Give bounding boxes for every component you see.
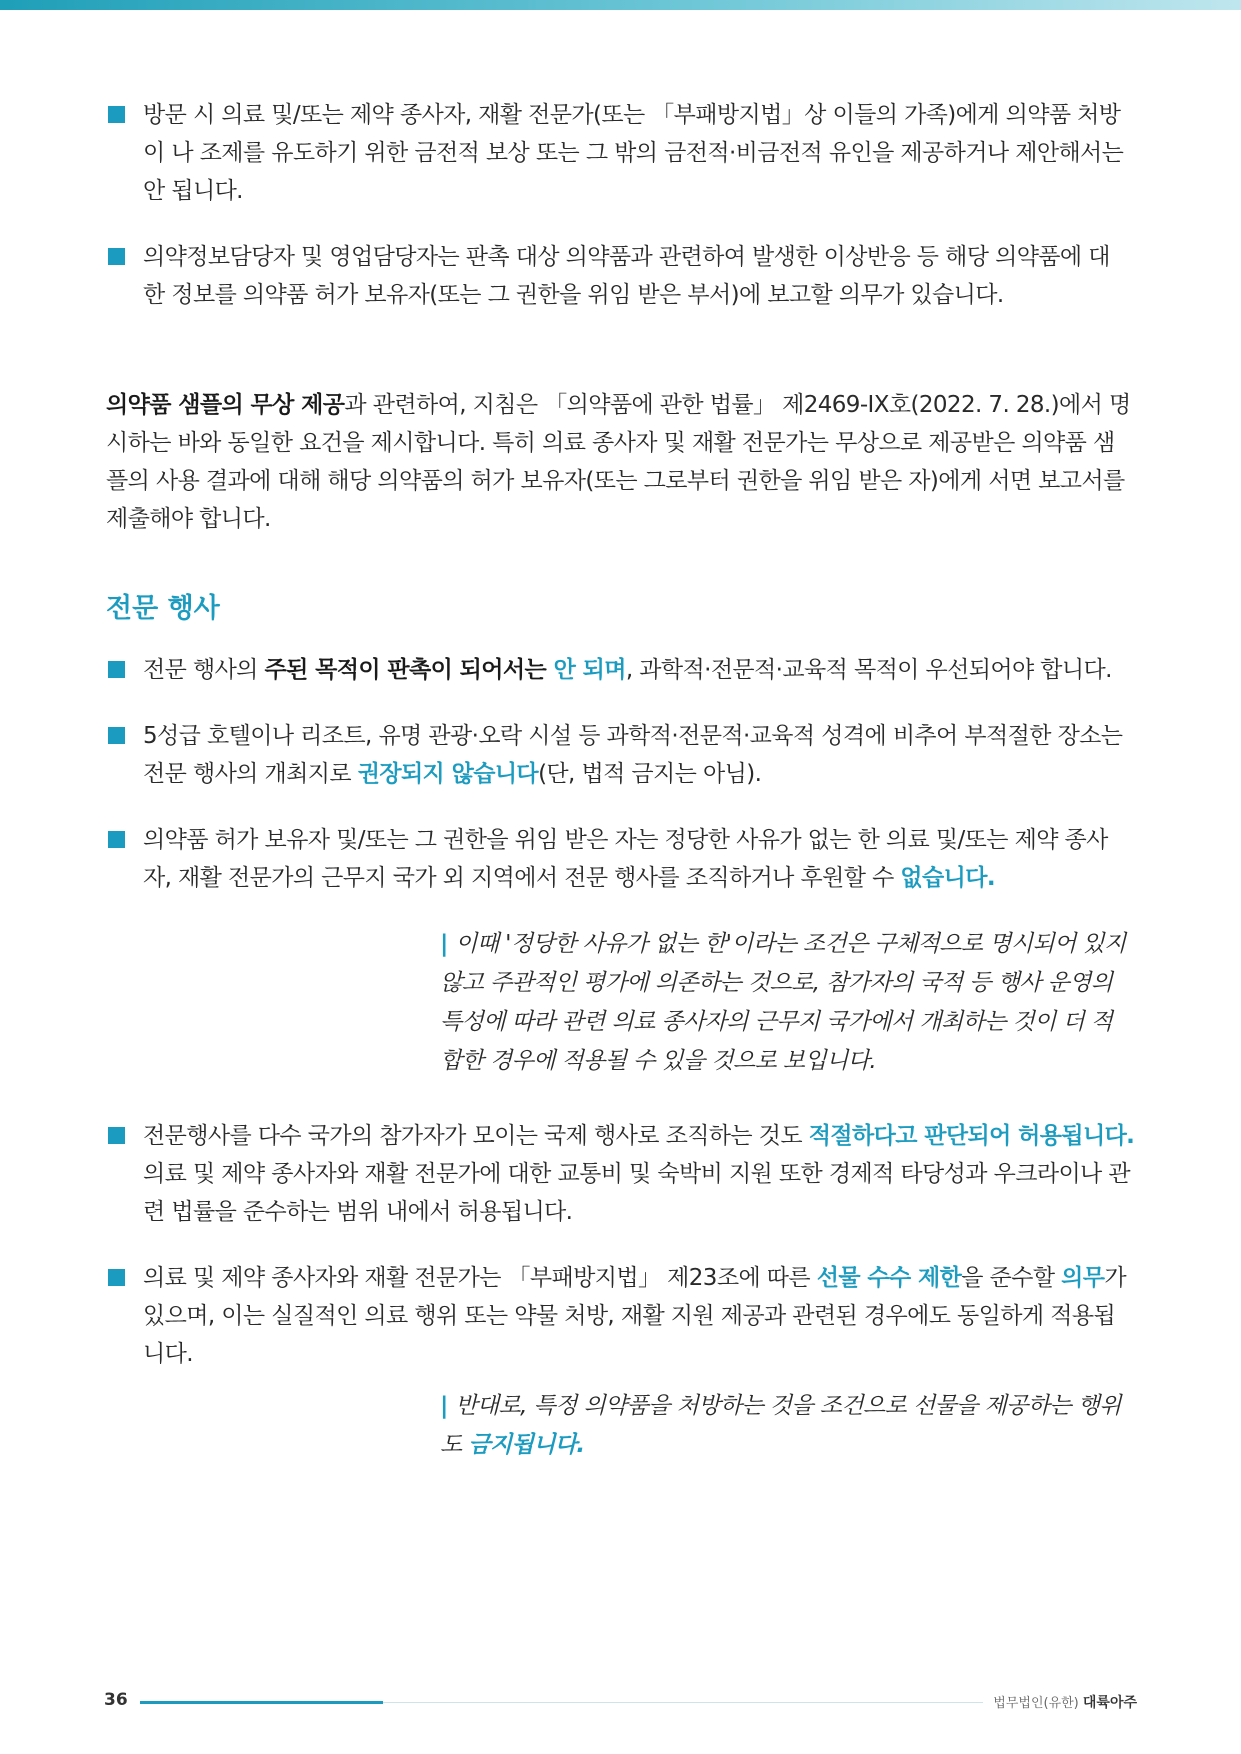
event-bullet-list-2 [106, 1117, 1136, 1373]
page-number: 36 [104, 1690, 128, 1710]
body-text: 의료 및 제약 종사자와 재활 전문가는 「부패방지법」 제23조에 따른 [143, 1265, 817, 1291]
highlight-text: 권장되지 않습니다 [357, 761, 539, 787]
sample-paragraph [106, 386, 1136, 538]
callout-note-2 [440, 1387, 1134, 1465]
bold-text: 의약품 샘플의 무상 제공 [106, 392, 345, 418]
section-heading: 전문 행사 [106, 593, 220, 624]
bullet-item [106, 238, 1136, 314]
footer-accent-line [140, 1701, 383, 1704]
bullet-item [106, 717, 1136, 793]
square-bullet-icon [108, 727, 125, 744]
bullet-item [106, 96, 1136, 210]
top-accent-bar [0, 0, 1241, 10]
bullet-item [106, 1117, 1136, 1231]
body-text: 과 관련하여, 지침은 「의약품에 관한 법률」 제2469-IX호(2022. 7. 28.)에서 명시하는 바와 동일한 요건을 제시합니다. 특히 의료 종사자 및 재활 전문가는 무상으로 제공받은 의약품 샘플의 사용 결과에 대해 해당 의약품의 허가 보유자(또는 그로부터 권한을 위임 받은 자)에게 서면 보고서를 제출해야 합니다. [106, 392, 1131, 532]
body-text: 을 준수할 [961, 1265, 1062, 1291]
body-text: 방문 시 의료 및/또는 제약 종사자, 재활 전문가(또는 「부패방지법」상 이들의 가족)에게 의약품 처방이 나 조제를 유도하기 위한 금전적 보상 또는 그 밖의 금전적·비금전적 유인을 제공하거나 제안해서는 안 됩니다. [143, 102, 1124, 204]
body-text: 전문 행사의 [143, 657, 265, 683]
event-bullet-list [106, 651, 1136, 897]
body-text: 반대로, 특정 의약품을 처방하는 것을 조건으로 선물을 제공하는 행위도 [440, 1393, 1121, 1458]
page-content [106, 96, 1136, 1501]
body-text: 5성급 호텔이나 리조트, 유명 관광·오락 시설 등 과학적·전문적·교육적 성격에 비추어 부적절한 장소는 전문 행사의 개최지로 [143, 723, 1123, 787]
body-text: 전문행사를 다수 국가의 참가자가 모이는 국제 행사로 조직하는 것도 [143, 1123, 809, 1149]
bullet-item [106, 651, 1136, 689]
highlight-text: 적절하다고 판단되어 허용됩니다. [808, 1123, 1135, 1149]
body-text: (단, 법적 금지는 아님). [538, 761, 762, 787]
bullet-item [106, 1259, 1136, 1373]
body-text: 의약품 허가 보유자 및/또는 그 권한을 위임 받은 자는 정당한 사유가 없는 한 의료 및/또는 제약 종사자, 재활 전문가의 근무지 국가 외 지역에서 전문 행사를 조직하거나 후원할 수 [143, 827, 1108, 891]
square-bullet-icon [108, 1127, 125, 1144]
bold-text: 주된 목적이 판촉이 되어서는 [264, 657, 554, 683]
highlight-text: 선물 수수 제한 [816, 1265, 962, 1291]
bullet-item [106, 821, 1136, 897]
highlight-text: 없습니다. [900, 865, 996, 891]
body-text: 이때 '정당한 사유가 없는 한'이라는 조건은 구체적으로 명시되어 있지 않고 주관적인 평가에 의존하는 것으로, 참가자의 국적 등 행사 운영의 특성에 따라 관련 의료 종사자의 근무지 국가에서 개최하는 것이 더 적합한 경우에 적용될 수 있을 것으로 보입니다. [440, 931, 1126, 1074]
firm-name [993, 1692, 1137, 1712]
footer-divider [383, 1702, 983, 1703]
body-text: , 과학적·전문적·교육적 목적이 우선되어야 합니다. [625, 657, 1112, 683]
note-bar-marker: | [440, 1393, 456, 1419]
body-text: 의료 및 제약 종사자와 재활 전문가에 대한 교통비 및 숙박비 지원 또한 경제적 타당성과 우크라이나 관련 법률을 준수하는 범위 내에서 허용됩니다. [143, 1161, 1131, 1225]
highlight-text: 안 되며 [553, 657, 626, 683]
body-text: 의약정보담당자 및 영업담당자는 판촉 대상 의약품과 관련하여 발생한 이상반응 등 해당 의약품에 대 한 정보를 의약품 허가 보유자(또는 그 권한을 위임 받은 부서)에 보고할 의무가 있습니다. [143, 244, 1110, 308]
square-bullet-icon [108, 248, 125, 265]
square-bullet-icon [108, 106, 125, 123]
firm-name-bold: 대륙아주 [1082, 1695, 1137, 1711]
top-bullet-list [106, 96, 1136, 314]
note-bar-marker: | [440, 931, 456, 957]
body-text: 가 있으며, 이는 실질적인 의료 행위 또는 약물 처방, 재활 지원 제공과 관련된 경우에도 동일하게 적용됩니다. [143, 1265, 1127, 1367]
square-bullet-icon [108, 1269, 125, 1286]
callout-note [440, 925, 1134, 1081]
page-footer [0, 1690, 1241, 1720]
square-bullet-icon [108, 831, 125, 848]
highlight-text: 의무 [1061, 1265, 1105, 1291]
highlight-text: 금지됩니다. [468, 1432, 585, 1458]
square-bullet-icon [108, 661, 125, 678]
firm-prefix: 법무법인(유한) [993, 1696, 1083, 1711]
